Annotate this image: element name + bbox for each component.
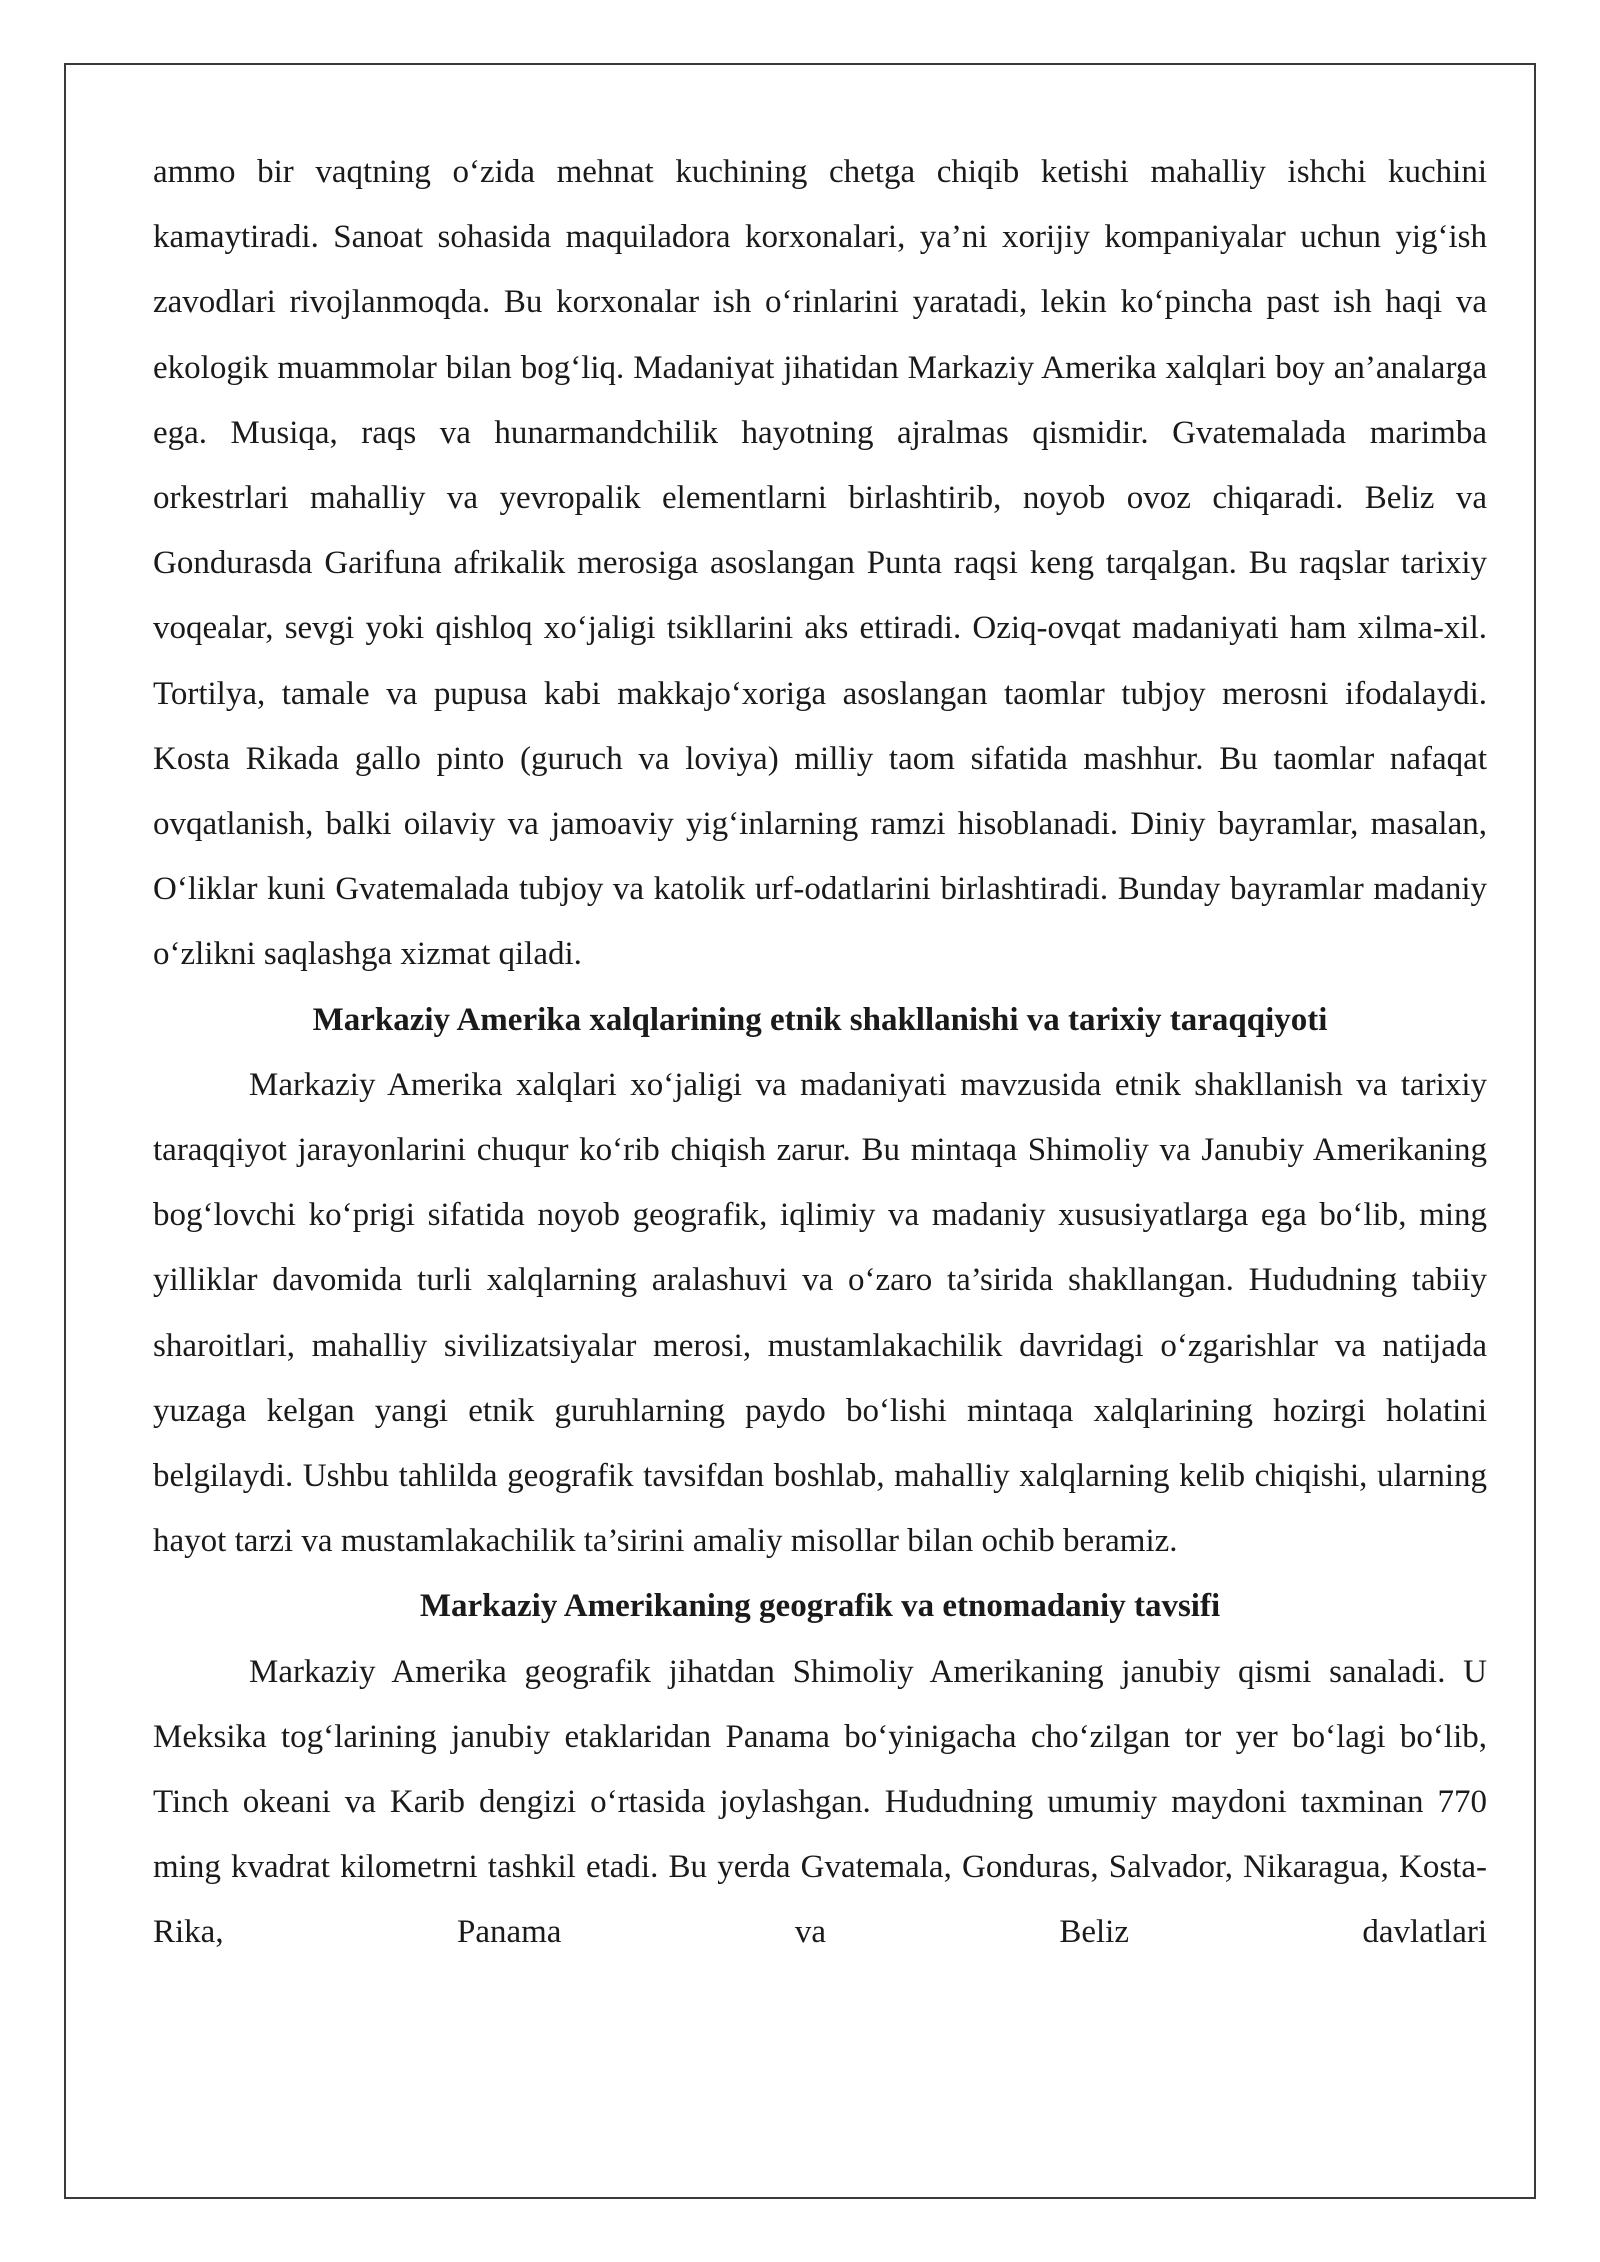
body-paragraph: Markaziy Amerika xalqlari xoʻjaligi va madaniyati mavzusida etnik shakllanish va tarixiy taraqqiyot jarayonlarini chuqur koʻrib chiqish zarur. Bu mintaqa Shimoliy va Janubiy Amerikaning bogʻlovchi koʻprigi sifatida noyob geografik, iqlimiy va madaniy xususiyatlarga ega boʻlib, ming yilliklar davomida turli xalqlarning aralashuvi va oʻzaro ta’sirida shakllangan. Hududning tabiiy sharoitlari, mahalliy sivilizatsiyalar merosi, mustamlakachilik davridagi oʻzgarishlar va natijada yuzaga kelgan yangi etnik guruhlarning paydo boʻlishi mintaqa xalqlarining hozirgi holatini belgilaydi. Ushbu tahlilda geografik tavsifdan boshlab, mahalliy xalqlarning kelib chiqishi, ularning hayot tarzi va mustamlakachilik ta’sirini amaliy misollar bilan ochib beramiz. xyxy=(153,1066,1487,1560)
body-paragraph: Markaziy Amerika geografik jihatdan Shimoliy Amerikaning janubiy qismi sanaladi. U Meksika togʻlarining janubiy etaklaridan Panama boʻyinigacha choʻzilgan tor yer boʻlagi boʻlib, Tinch okeani va Karib dengizi oʻrtasida joylashgan. Hududning umumiy maydoni taxminan 770 ming kvadrat kilometrni tashkil etadi. Bu yerda Gvatemala, Gonduras, Salvador, Nikaragua, Kosta-Rika, Panama va Beliz davlatlari xyxy=(153,1653,1487,1951)
document-body xyxy=(153,140,1487,1966)
section-heading: Markaziy Amerika xalqlarining etnik shakllanishi va tarixiy taraqqiyoti xyxy=(312,1001,1328,1038)
section-heading: Markaziy Amerikaning geografik va etnomadaniy tavsifi xyxy=(419,1588,1221,1625)
body-paragraph: ammo bir vaqtning oʻzida mehnat kuchining chetga chiqib ketishi mahalliy ishchi kuchini kamaytiradi. Sanoat sohasida maquiladora korxonalari, ya’ni xorijiy kompaniyalar uchun yigʻish zavodlari rivojlanmoqda. Bu korxonalar ish oʻrinlarini yaratadi, lekin koʻpincha past ish haqi va ekologik muammolar bilan bogʻliq. Madaniyat jihatidan Markaziy Amerika xalqlari boy an’analarga ega. Musiqa, raqs va hunarmandchilik hayotning ajralmas qismidir. Gvatemalada marimba orkestrlari mahalliy va yevropalik elementlarni birlashtirib, noyob ovoz chiqaradi. Beliz va Gondurasda Garifuna afrikalik merosiga asoslangan Punta raqsi keng tarqalgan. Bu raqslar tarixiy voqealar, sevgi yoki qishloq xoʻjaligi tsikllarini aks ettiradi. Oziq-ovqat madaniyati ham xilma-xil. Tortilya, tamale va pupusa kabi makkajoʻxoriga asoslangan taomlar tubjoy merosni ifodalaydi. Kosta Rikada gallo pinto (guruch va loviya) milliy taom sifatida mashhur. Bu taomlar nafaqat ovqatlanish, balki oilaviy va jamoaviy yigʻinlarning ramzi hisoblanadi. Diniy bayramlar, masalan, Oʻliklar kuni Gvatemalada tubjoy va katolik urf-odatlarini birlashtiradi. Bunday bayramlar madaniy oʻzlikni saqlashga xizmat qiladi. xyxy=(153,154,1487,973)
